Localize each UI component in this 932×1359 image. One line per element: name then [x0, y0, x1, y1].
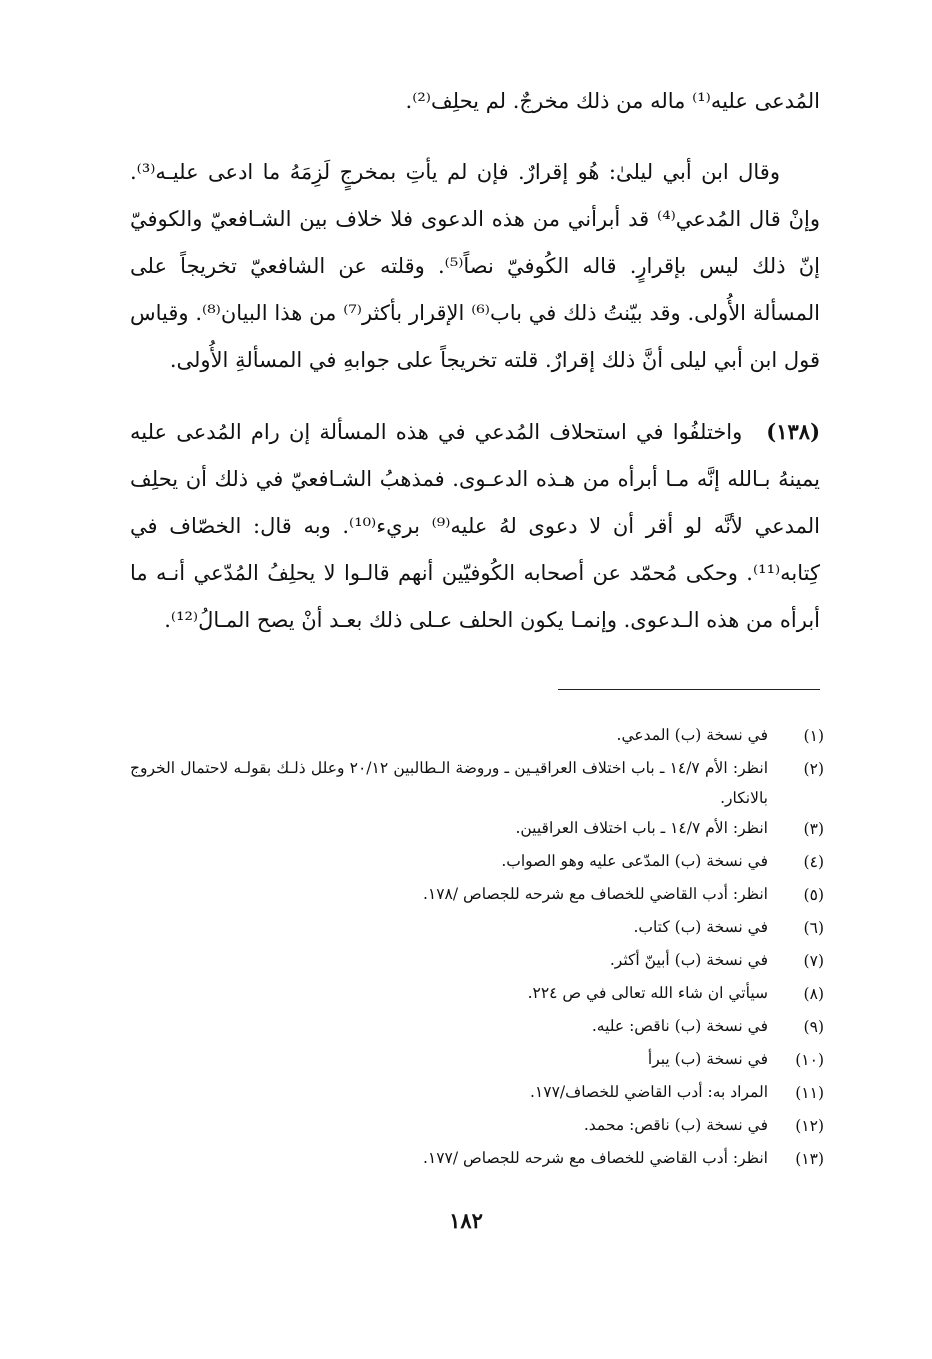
footnote-text: انظر: الأم ١٤/٧ ـ باب اختلاف العراقيـين ـ وروضة الـطالبين ٢٠/١٢ وعلل ذلـك بقولـه لاحتمال الخروج بالانكار.: [130, 759, 768, 807]
footnote-item: [130, 753, 824, 813]
footnote-item: [130, 1044, 824, 1077]
footnote-number: (٧): [803, 952, 824, 970]
footnote-number: (٥): [803, 886, 824, 904]
paragraph-text: واختلفُوا في استحلاف المُدعي في هذه المسألة إن رام المُدعى عليه يمينهُ بـالله إنَّه مـا أبرأه من هـذه الدعـوى. فمذهبُ الشـافعيّ في ذلك أن يحلِف المدعي لأنَّه لو أقر أن لا دعوى لهُ عليه⁽⁹⁾ بريء⁽¹⁰⁾. وبه قال: الخصّاف في كِتابه⁽¹¹⁾. وحكى مُحمّد عن أصحابه الكُوفيّين أنهم قالـوا لا يحلِفُ المُدّعي أنـه ما أبرأه من هذه الـدعوى. وإنمـا يكون الحلف عـلى ذلك بعـد أنْ يصح المـالُ⁽¹²⁾.: [130, 420, 821, 632]
footnotes-list: [130, 720, 824, 1176]
footnote-item: [130, 978, 824, 1011]
paragraph-text: المُدعى عليه⁽¹⁾ ماله من ذلك مخرجٌ. لم يحلِف⁽²⁾.: [405, 89, 820, 113]
footnote-separator: [558, 689, 820, 690]
footnote-text: في نسخة (ب) ناقص: عليه.: [591, 1017, 768, 1035]
footnote-item: [130, 1143, 824, 1176]
paragraph-ibn-abi-layla: [130, 149, 820, 384]
footnote-item: [130, 945, 824, 978]
paragraph-continuation: [130, 78, 820, 125]
main-text: [130, 78, 820, 644]
footnote-number: (١٠): [795, 1051, 824, 1069]
footnote-item: [130, 879, 824, 912]
footnote-item: [130, 720, 824, 753]
footnote-text: في نسخة (ب) المدعي.: [616, 726, 768, 744]
footnote-text: انظر: الأم ١٤/٧ ـ باب اختلاف العراقيين.: [515, 819, 768, 837]
footnote-text: في نسخة (ب) ناقص: محمد.: [583, 1116, 768, 1134]
footnote-text: المراد به: أدب القاضي للخصاف/١٧٧.: [529, 1083, 768, 1101]
footnote-text: انظر: أدب القاضي للخصاف مع شرحه للجصاص /١٧٨.: [422, 885, 768, 903]
footnote-number: (٣): [803, 820, 824, 838]
footnote-text: في نسخة (ب) أبينّ أكثر.: [609, 951, 768, 969]
footnote-text: سيأتي ان شاء الله تعالى في ص ٢٢٤.: [527, 984, 768, 1002]
paragraph-138: [130, 408, 820, 644]
footnote-number: (١٢): [795, 1117, 824, 1135]
footnote-text: في نسخة (ب) كتاب.: [633, 918, 768, 936]
footnote-number: (١): [803, 727, 824, 745]
footnote-item: [130, 1077, 824, 1110]
footnote-number: (٤): [803, 853, 824, 871]
paragraph-text: وقال ابن أبي ليلىٰ: هُو إقرارٌ. فإن لم يأتِ بمخرجٍ لَزِمَهُ ما ادعى عليـه⁽³⁾. وإنْ قال المُدعي⁽⁴⁾ قد أبرأني من هذه الدعوى فلا خلاف بين الشـافعيّ والكوفيّ إنّ ذلك ليس بإقرارٍ. قاله الكُوفيّ نصاً⁽⁵⁾. وقلته عن الشافعيّ تخريجاً على المسألة الأُولى. وقد بيّنتُ ذلك في باب⁽⁶⁾ الإقرار بأكثر⁽⁷⁾ من هذا البيان⁽⁸⁾. وقياس قول ابن أبي ليلى أنَّ ذلك إقرارٌ. قلته تخريجاً على جوابهِ في المسألةِ الأُولى.: [130, 160, 821, 372]
footnote-number: (٩): [803, 1018, 824, 1036]
footnote-text: انظر: أدب القاضي للخصاف مع شرحه للجصاص /١٧٧.: [422, 1149, 768, 1167]
footnote-number: (٦): [803, 919, 824, 937]
footnote-item: [130, 813, 824, 846]
footnote-text: في نسخة (ب) يبرأ: [647, 1050, 768, 1068]
footnote-number: (١٣): [795, 1150, 824, 1168]
footnote-number: (١١): [795, 1084, 824, 1102]
footnote-text: في نسخة (ب) المدّعى عليه وهو الصواب.: [501, 852, 768, 870]
footnote-number: (٢): [803, 760, 824, 778]
footnote-number: (٨): [803, 985, 824, 1003]
footnote-item: [130, 846, 824, 879]
page-number: ١٨٢: [449, 1208, 483, 1233]
paragraph-number: (١٣٨): [766, 419, 820, 444]
footnote-item: [130, 1110, 824, 1143]
footnote-item: [130, 1011, 824, 1044]
footnote-item: [130, 912, 824, 945]
